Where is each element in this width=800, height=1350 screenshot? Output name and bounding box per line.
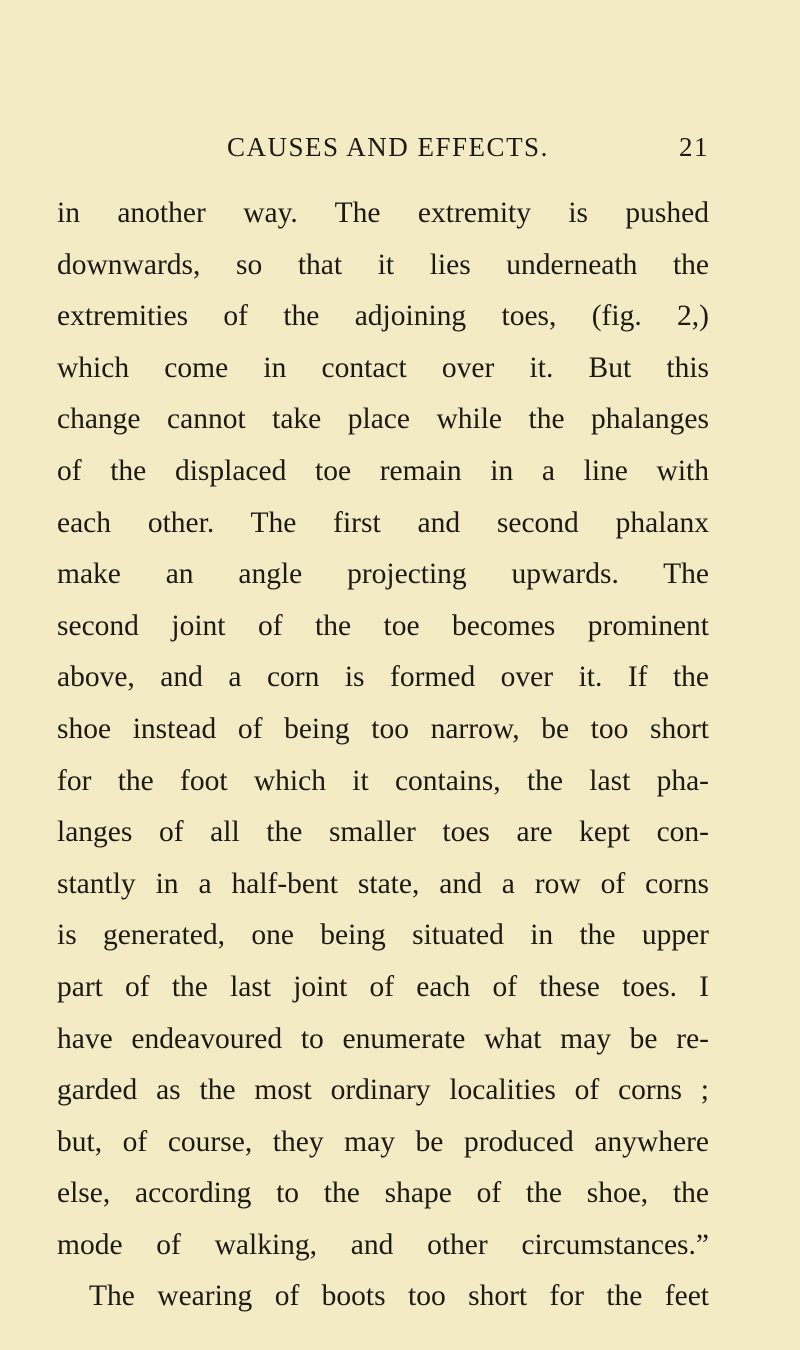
running-head: CAUSES AND EFFECTS. <box>227 132 549 162</box>
text-line: change cannot take place while the phalanges <box>57 403 709 436</box>
text-line: mode of walking, and other circumstances.” <box>57 1228 709 1261</box>
text-line: is generated, one being situated in the upper <box>57 919 709 952</box>
text-line: of the displaced toe remain in a line with <box>57 454 709 487</box>
text-line: part of the last joint of each of these toes. I <box>57 970 709 1003</box>
text-line: garded as the most ordinary localities of corns ; <box>57 1074 709 1107</box>
text-line: langes of all the smaller toes are kept con- <box>57 816 709 849</box>
body-text <box>57 188 709 1323</box>
text-line: else, according to the shape of the shoe, the <box>57 1177 709 1210</box>
page-header <box>227 132 709 172</box>
text-line: have endeavoured to enumerate what may be re- <box>57 1022 709 1055</box>
text-line: second joint of the toe becomes prominent <box>57 609 709 642</box>
text-line: in another way. The extremity is pushed <box>57 197 709 229</box>
text-line: above, and a corn is formed over it. If the <box>57 661 709 694</box>
text-line: shoe instead of being too narrow, be too short <box>57 712 709 745</box>
text-line: each other. The first and second phalanx <box>57 506 709 539</box>
text-line: make an angle projecting upwards. The <box>57 558 709 591</box>
text-line: downwards, so that it lies underneath the <box>57 248 709 281</box>
text-line: stantly in a half-bent state, and a row of corns <box>57 867 709 900</box>
text-line: which come in contact over it. But this <box>57 351 709 384</box>
text-line: The wearing of boots too short for the feet <box>89 1280 709 1313</box>
text-line: but, of course, they may be produced anywhere <box>57 1125 709 1158</box>
text-line: extremities of the adjoining toes, (fig. 2,) <box>57 300 709 333</box>
page-number: 21 <box>679 132 709 162</box>
text-line: for the foot which it contains, the last pha- <box>57 764 709 797</box>
